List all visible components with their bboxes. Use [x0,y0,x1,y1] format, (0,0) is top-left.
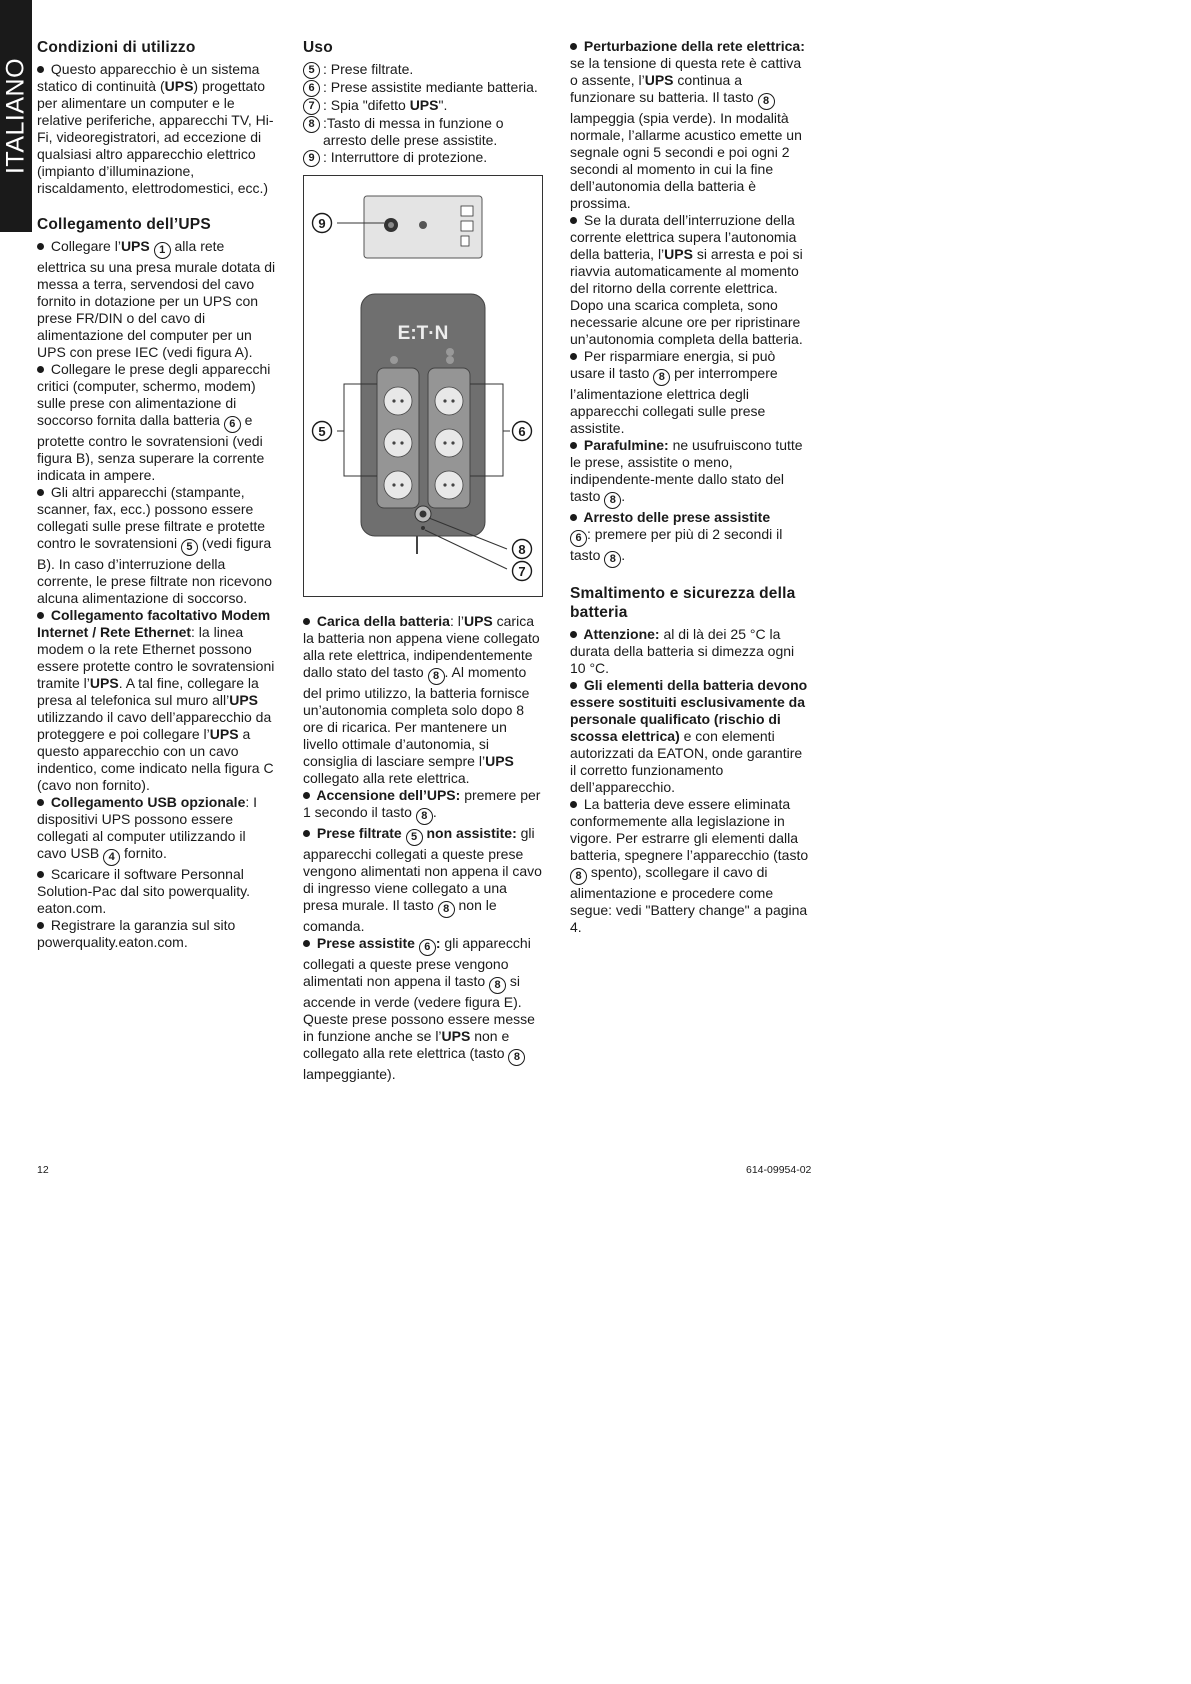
callout-9-icon: 9 [303,150,320,167]
bullet-icon [570,217,577,224]
bullet-icon [570,442,577,449]
bullet-icon [570,514,577,521]
callout-6-icon: 6 [570,530,587,547]
bullet-icon [570,353,577,360]
callout-8-icon: 8 [604,551,621,568]
fault-led-icon [421,526,425,530]
callout-8-icon: 8 [438,901,455,918]
svg-text:8: 8 [518,542,526,557]
bullet-icon [37,922,44,929]
callout-7-icon [513,562,532,581]
svg-text:7: 7 [518,564,526,579]
rj-port-icon [461,221,473,231]
rear-port-icon [419,221,427,229]
paragraph-battery-charge: Carica della batteria: l’UPS carica la batteria non appena viene collegato alla rete elettrica, indipendentemente dallo stato del tasto 8 . Al momento del primo utilizzo, la batteria fornisce un’autonomia completa solo dopo 8 ore di ricarica. Per mantenere un livello ottimale d’autonomia, si consiglia di lasciare sempre l’UPS collegato alla rete elettrica. [303,613,540,786]
bullet-icon [37,366,44,373]
paragraph-temperature: Attenzione: al di là dei 25 °C la durata della batteria si dimezza ogni 10 °C. [570,626,795,676]
uso-item-8: 8 :Tasto di messa in funzione o arresto delle prese assistite. [303,115,543,149]
bullet-icon [303,830,310,837]
callout-1-icon: 1 [154,242,171,259]
uso-item-7: 7 : Spia "difetto UPS". [303,97,543,115]
bullet-icon [303,792,310,799]
uso-item-6: 6 : Prese assistite mediante batteria. [303,79,543,97]
ups-figure [303,175,543,597]
paragraph-software: Scaricare il software Personnal Solution-Pac dal sito powerquality. eaton.com. [37,866,250,916]
callout-8-icon [513,540,532,559]
callout-8-icon: 8 [758,93,775,110]
column-1 [37,38,277,951]
paragraph-surge-protection: Parafulmine: ne usufruiscono tutte le prese, assistite o meno, indipendente-mente dallo stato del tasto 8 . [570,437,810,509]
paragraph-outage-duration: Se la durata dell’interruzione della corrente elettrica supera l’autonomia della batteria, l’UPS si arresta e poi si riavvia automaticamente al momento del ritorno della corrente elettrica. Dopo una scarica completa, sono necessarie alcune ore per ripristinare un’autonomia completa della batteria. [570,212,803,347]
section-title-connection: Collegamento dell’UPS [37,216,211,233]
paragraph-energy-saving: Per risparmiare energia, si può usare il tasto 8 per interrompere l’alimentazione elettrica degli apparecchi collegati sulle prese assistite. [570,348,778,436]
callout-8-icon: 8 [489,977,506,994]
uso-item-9: 9 : Interruttore di protezione. [303,149,543,167]
uso-item-5: 5 : Prese filtrate. [303,61,543,79]
callout-6-icon: 6 [303,80,320,97]
paragraph-battery-outlets: Prese assistite 6 : gli apparecchi collegati a queste prese vengono alimentati non appena il tasto 8 si accende in verde (vedere figura E). Queste prese possono essere messe in funzione anche se l’UPS non e collegato alla rete elettrica (tasto 8 lampeggiante). [303,935,535,1082]
paragraph-stop-outlets: Arresto delle prese assistite 6 : premere per più di 2 secondi il tasto 8 . [570,509,810,568]
bullet-icon [570,43,577,50]
paragraph-other-devices: Gli altri apparecchi (stampante, scanner, fax, ecc.) possono essere collegati sulle prese filtrate e protette contro le sovratensioni 5 (vedi figura B). In caso d’interruzione della corrente, le prese filtrate non ricevono alcuna alimentazione di soccorso. [37,484,273,606]
bullet-icon [570,801,577,808]
svg-text:5: 5 [318,424,326,439]
callout-8-icon: 8 [570,868,587,885]
section-title-conditions: Condizioni di utilizzo [37,39,196,56]
bullet-icon [303,618,310,625]
bullet-icon [37,489,44,496]
svg-text:6: 6 [518,424,526,439]
callout-8-icon: 8 [303,116,320,133]
page-number: 12 [37,1164,49,1176]
document-code: 614-09954-02 [746,1164,812,1176]
bullet-icon [37,871,44,878]
ups-illustration [304,176,542,596]
section-title-disposal: Smaltimento e sicurezza della batteria [570,585,796,621]
paragraph-connect-mains: Collegare l’UPS 1 alla rete elettrica su una presa murale dotata di messa a terra, servendosi del cavo fornito in dotazione per un UPS con prese FR/DIN o del cavo di alimentazione del computer per un UPS con prese IEC (vedi figura A). [37,238,276,360]
callout-5-icon [313,422,332,441]
callout-6-icon [513,422,532,441]
callout-6-icon: 6 [419,939,436,956]
svg-text:9: 9 [318,216,326,231]
paragraph-warranty: Registrare la garanzia sul sito powerquality.eaton.com. [37,917,236,950]
section-title-uso: Uso [303,39,333,56]
callout-5-icon: 5 [406,829,423,846]
paragraph-disposal: La batteria deve essere eliminata conformemente alla legislazione in vigore. Per estrarre gli elementi dalla batteria, spegnere l’apparecchio (tasto 8 spento), scollegare il cavo di alimentazione e procedere come segue: vedi "Battery change" a pagina 4. [570,796,809,935]
bullet-icon [37,243,44,250]
usb-port-icon [461,236,469,246]
callout-9-icon [313,214,332,233]
brand-logo: E:T·N [397,323,449,344]
callout-8-icon: 8 [428,668,445,685]
callout-7-icon: 7 [303,98,320,115]
callout-8-icon: 8 [653,369,670,386]
language-label: ITALIANO [1,57,30,175]
callout-6-icon: 6 [224,416,241,433]
paragraph-usb: Collegamento USB opzionale: I dispositivi UPS possono essere collegati al computer utilizzando il cavo USB 4 fornito. [37,794,277,866]
paragraph-power-on: Accensione dell’UPS: premere per 1 secondo il tasto 8 . [303,787,543,825]
paragraph-conditions: Questo apparecchio è un sistema statico di continuità (UPS) progettato per alimentare un computer e le relative periferiche, apparecchi TV, Hi-Fi, videoregistratori, ad eccezione di qualsiasi altro apparecchio elettrico (impianto d’illuminazione, riscaldamento, elettrodomestici, ecc.) [37,61,274,196]
bullet-icon [570,682,577,689]
callout-4-icon: 4 [103,849,120,866]
bullet-icon [303,940,310,947]
bullet-icon [570,631,577,638]
column-2 [303,38,543,1083]
paragraph-critical-outlets: Collegare le prese degli apparecchi critici (computer, schermo, modem) sulle prese con alimentazione di soccorso fornita dalla batteria 6 e protette contro le sovratensioni (vedi figura B), senza superare la corrente indicata in ampere. [37,361,271,483]
column-3 [570,38,810,936]
bullet-icon [37,612,44,619]
callout-8-icon: 8 [604,492,621,509]
paragraph-modem-ethernet: Collegamento facoltativo Modem Internet / Rete Ethernet: la linea modem o la rete Ethernet possono essere protette contro le sovratensioni tramite l’UPS. A tal fine, collegare la presa al telefonica sul muro all’UPS utilizzando il cavo dell’apparecchio da proteggere e poi collegare l’UPS a questo apparecchio con un cavo indentico, come indicato nella figura C (cavo non fornito). [37,607,275,793]
callout-8-icon: 8 [508,1049,525,1066]
callout-5-icon: 5 [181,539,198,556]
callout-8-icon: 8 [416,808,433,825]
bullet-icon [37,799,44,806]
bullet-icon [37,66,44,73]
paragraph-mains-disturbance: Perturbazione della rete elettrica: se la tensione di questa rete è cattiva o assente, l’UPS continua a funzionare su batteria. Il tasto 8 lampeggia (spia verde). In modalità normale, l’allarme acustico emette un segnale ogni 5 secondi e poi ogni 2 secondi al momento in cui la fine dell’autonomia della batteria è prossima. [570,38,805,211]
paragraph-replacement: Gli elementi della batteria devono essere sostituiti esclusivamente da personale qualificato (rischio di scossa elettrica) e con elementi autorizzati da EATON, onde garantire il corretto funzionamento dell’apparecchio. [570,677,808,795]
language-tab [0,0,32,232]
callout-5-icon: 5 [303,62,320,79]
paragraph-filtered-outlets: Prese filtrate 5 non assistite: gli apparecchi collegati a queste prese vengono alimentati non appena il cavo di ingresso viene collegato a una presa murale. Il tasto 8 non le comanda. [303,825,542,934]
rj-port-icon [461,206,473,216]
